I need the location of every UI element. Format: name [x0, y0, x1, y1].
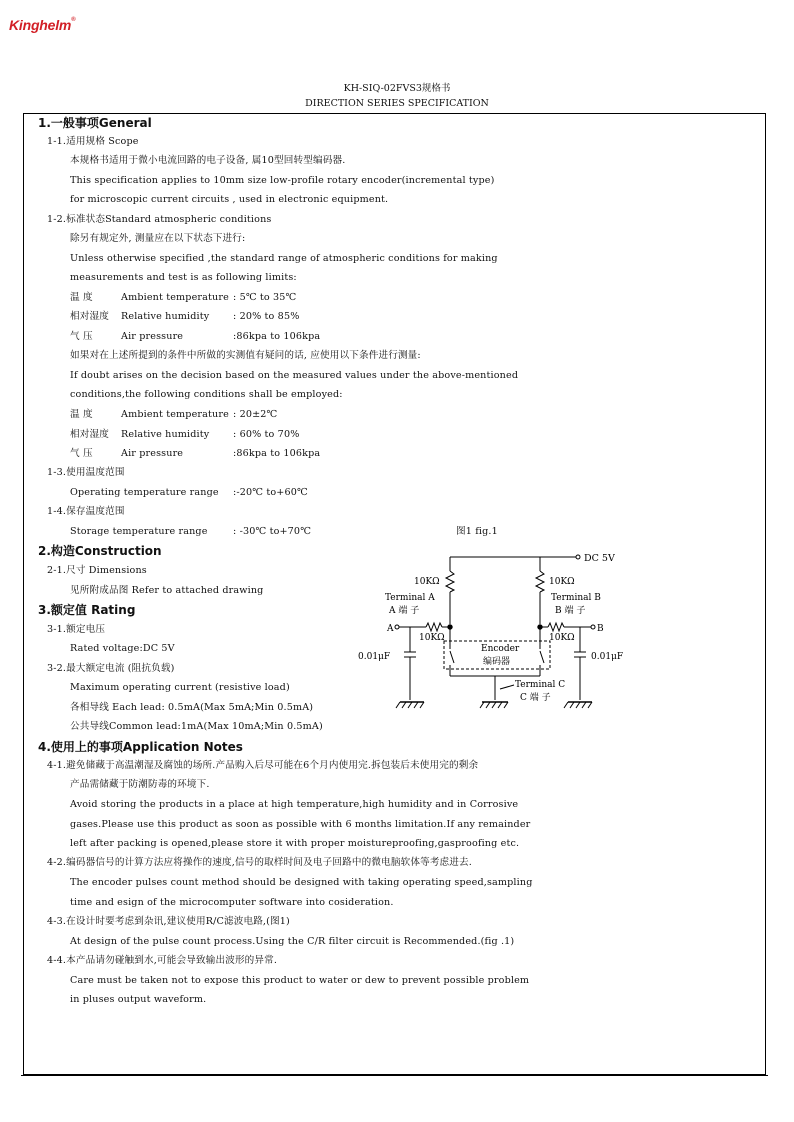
doc-number: KH-SIQ-02FVS3规格书 [343, 83, 451, 94]
ref-hum-cn: 相对湿度 [70, 429, 109, 440]
s1-2-en3: If doubt arises on the decision based on the measured values under the above-mentioned [70, 370, 519, 381]
n2-en2: time and esign of the microcomputer software into cosideration. [70, 897, 394, 908]
st-temp-val: : -30℃ to+70℃ [233, 526, 312, 537]
n4-en1: Care must be taken not to expose this product to water or dew to prevent possible problem [70, 975, 530, 986]
s1-1-cn: 本规格书适用于微小电流回路的电子设备, 属10型回转型编码器. [70, 155, 346, 166]
ref-press-val: :86kpa to 106kpa [233, 448, 321, 459]
term-c-cn: C 端 子 [520, 693, 551, 703]
ref-press-cn: 气 压 [70, 448, 93, 459]
term-b-en: Terminal B [551, 593, 601, 603]
r-top-a: 10KΩ [414, 577, 440, 587]
ref-hum-en: Relative humidity [121, 429, 210, 440]
op-temp-val: :-20℃ to+60℃ [233, 487, 308, 498]
s1-2-en1: Unless otherwise specified ,the standard range of atmospheric conditions for making [70, 253, 498, 264]
std-hum-en: Relative humidity [121, 311, 210, 322]
s2-1-text: 见所附成品图 Refer to attached drawing [70, 585, 264, 596]
s1-4-title: 1-4.保存温度范围 [47, 506, 125, 517]
op-temp-label: Operating temperature range [70, 487, 219, 498]
std-temp-en: Ambient temperature [121, 292, 229, 303]
s1-1-en2: for microscopic current circuits , used in electronic equipment. [70, 194, 389, 205]
std-hum-val: : 20% to 85% [233, 311, 300, 322]
s3-2-text: Maximum operating current (resistive load) [70, 682, 290, 693]
std-hum-cn: 相对湿度 [70, 311, 109, 322]
s3-2-l1: 各相导线 Each lead: 0.5mA(Max 5mA;Min 0.5mA) [70, 702, 314, 713]
figure-caption: 图1 fig.1 [456, 526, 498, 537]
ref-temp-val: : 20±2℃ [233, 409, 278, 420]
n3-title: 4-3.在设计时要考虑到杂讯,建议使用R/C滤波电路,(图1) [47, 916, 290, 927]
section-4-title: 4.使用上的事项Application Notes [38, 740, 243, 754]
s1-2-cn2: 如果对在上述所提到的条件中所做的实测值有疑问的话, 应使用以下条件进行测量: [70, 350, 421, 361]
encoder-cn: 编码器 [483, 657, 511, 667]
s3-2-l2: 公共导线Common lead:1mA(Max 10mA;Min 0.5mA) [70, 721, 323, 732]
std-temp-cn: 温 度 [70, 292, 93, 303]
ref-press-en: Air pressure [121, 448, 184, 459]
s1-2-title: 1-2.标准状态Standard atmospheric conditions [47, 214, 272, 225]
s3-1-text: Rated voltage:DC 5V [70, 643, 175, 654]
ref-temp-en: Ambient temperature [121, 409, 229, 420]
cap-b: 0.01μF [591, 652, 624, 662]
circuit-diagram [350, 545, 650, 715]
s1-2-cn1: 除另有规定外, 测量应在以下状态下进行: [70, 233, 246, 244]
n1-title: 4-1.避免储藏于高温潮湿及腐蚀的场所.产品购入后尽可能在6个月内使用完.拆包装后未使用完的剩余 [47, 760, 479, 771]
section-2-title: 2.构造Construction [38, 544, 162, 558]
brand-logo: Kinghelm® [9, 17, 76, 33]
encoder-en: Encoder [481, 644, 520, 654]
term-a-cn: A 端 子 [389, 606, 420, 616]
term-c-en: Terminal C [515, 680, 566, 690]
ref-hum-val: : 60% to 70% [233, 429, 300, 440]
s1-1-en1: This specification applies to 10mm size low-profile rotary encoder(incremental type) [70, 175, 495, 186]
n3-en1: At design of the pulse count process.Using the C/R filter circuit is Recommended.(fig .1) [70, 936, 515, 947]
ref-temp-cn: 温 度 [70, 409, 93, 420]
s1-2-en2: measurements and test is as following limits: [70, 272, 297, 283]
r-top-b: 10KΩ [549, 577, 575, 587]
s2-1-title: 2-1.尺寸 Dimensions [47, 565, 147, 576]
pin-b: B [597, 624, 604, 634]
doc-title: DIRECTION SERIES SPECIFICATION [305, 98, 489, 109]
cap-a: 0.01μF [358, 652, 391, 662]
s3-2-title: 3-2.最大额定电流 (阻抗负载) [47, 663, 175, 674]
n2-title: 4-2.编码器信号的计算方法应将操作的速度,信号的取样时间及电子回路中的微电脑软体等考虑进去. [47, 857, 472, 868]
s3-1-title: 3-1.额定电压 [47, 624, 106, 635]
n1-en3: left after packing is opened,please store it with proper moistureproofing,gasproofing etc. [70, 838, 520, 849]
std-press-cn: 气 压 [70, 331, 93, 342]
std-temp-val: : 5℃ to 35℃ [233, 292, 297, 303]
dc-label: DC 5V [584, 553, 615, 564]
section-3-title: 3.额定值 Rating [38, 603, 136, 617]
term-a-en: Terminal A [385, 593, 435, 603]
term-b-cn: B 端 子 [555, 606, 586, 616]
n1-cn2: 产品需储藏于防潮防毒的环境下. [70, 779, 210, 790]
section-1-title: 1.一般事项General [38, 116, 152, 130]
frame-bottom-rule [21, 1075, 768, 1076]
n2-en1: The encoder pulses count method should be designed with taking operating speed,sampling [70, 877, 533, 888]
pin-a: A [387, 624, 394, 634]
std-press-val: :86kpa to 106kpa [233, 331, 321, 342]
n4-en2: in pluses output waveform. [70, 994, 207, 1005]
r-mid-b: 10KΩ [549, 633, 575, 643]
n4-title: 4-4.本产品请勿碰触到水,可能会导致输出波形的异常. [47, 955, 278, 966]
s1-1-title: 1-1.适用规格 Scope [47, 136, 139, 147]
n1-en2: gases.Please use this product as soon as possible with 6 months limitation.If any remainder [70, 819, 531, 830]
s1-2-en4: conditions,the following conditions shall be employed: [70, 389, 343, 400]
st-temp-label: Storage temperature range [70, 526, 208, 537]
s1-3-title: 1-3.使用温度范围 [47, 467, 125, 478]
std-press-en: Air pressure [121, 331, 184, 342]
n1-en1: Avoid storing the products in a place at high temperature,high humidity and in Corrosive [70, 799, 519, 810]
r-mid-a: 10KΩ [419, 633, 445, 643]
